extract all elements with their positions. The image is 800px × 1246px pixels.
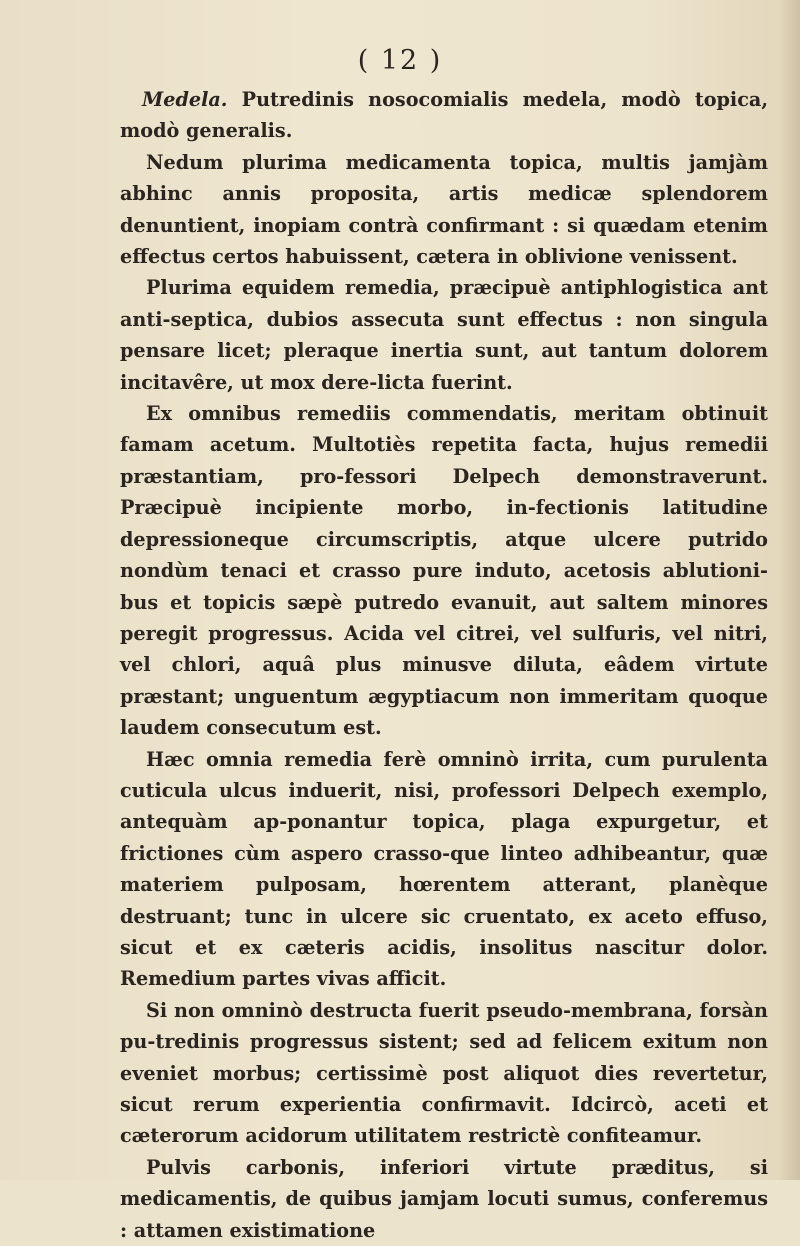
paragraph: Si non omninò destructa fuerit pseudo-membrana, forsàn pu-tredinis progressus sistent; sed ad felicem exitum non eveniet morbus; certissimè post aliquot dies revertetur, sicut rerum experientia confirmavit. Idcircò, aceti et cæterorum acidorum utilitatem restrictè confiteamur.	[120, 998, 768, 1148]
page-edge-shadow	[778, 0, 800, 1180]
paragraph-text: Putredinis nosocomialis medela, modò topica, modò generalis.	[120, 88, 768, 143]
paragraph-lead: Medela.	[142, 88, 228, 111]
paragraph: Pulvis carbonis, inferiori virtute præditus, si medicamentis, de quibus jamjam locuti sumus, conferemus : attamen existimatione	[120, 1155, 768, 1242]
paragraph: Nedum plurima medicamenta topica, multis jamjàm abhinc annis proposita, artis medicæ splendorem denuntient, inopiam contrà confirmant : si quædam etenim effectus certos habuissent, cætera in oblivione venissent.	[120, 150, 768, 269]
paragraph: Hæc omnia remedia ferè omninò irrita, cum purulenta cuticula ulcus induerit, nisi, professori Delpech exemplo, antequàm ap-ponantur topica, plaga expurgetur, et frictiones cùm aspero crasso-que linteo adhibeantur, quæ materiem pulposam, hœrentem atterant, planèque destruant; tunc in ulcere sic cruentato, ex aceto effuso, sicut et ex cæteris acidis, insolitus nascitur dolor. Remedium partes vivas afficit.	[120, 747, 768, 991]
paragraph-medela	[120, 84, 768, 147]
page-number: ( 12 )	[357, 45, 443, 76]
paragraph: Ex omnibus remediis commendatis, meritam obtinuit famam acetum. Multotiès repetita facta, hujus remedii præstantiam, pro-fessori Delpech demonstraverunt. Præcipuè incipiente morbo, in-fectionis latitudine depressioneque circumscriptis, atque ulcere putrido nondùm tenaci et crasso pure induto, acetosis ablutioni-bus et topicis sæpè putredo evanuit, aut saltem minores peregit progressus. Acida vel citrei, vel sulfuris, vel nitri, vel chlori, aquâ plus minusve diluta, eâdem virtute præstant; unguentum ægyptiacum non immeritam quoque laudem consecutum est.	[120, 402, 768, 740]
paragraph: Plurima equidem remedia, præcipuè antiphlogistica ant anti-septica, dubios assecuta sunt effectus : non singula pensare licet; pleraque inertia sunt, aut tantum dolorem incitavêre, ut mox dere-licta fuerint.	[120, 276, 768, 394]
body-text	[120, 84, 768, 1246]
